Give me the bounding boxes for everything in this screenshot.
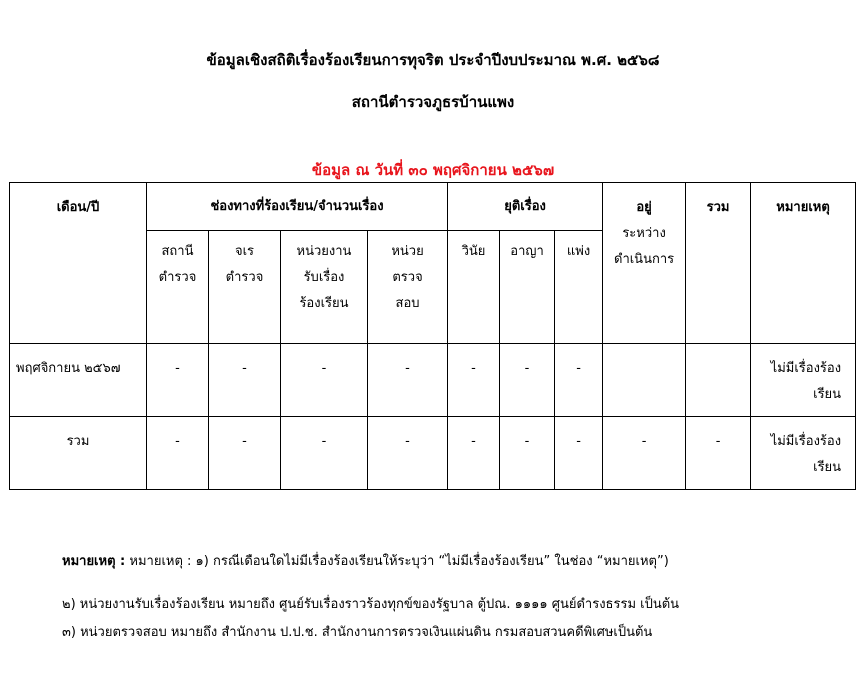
cell-total-value: - (686, 417, 751, 490)
remarks-line: ไม่มีเรื่องร้อง (770, 434, 842, 449)
cell-channel-value: - (281, 344, 368, 417)
table-row (10, 344, 856, 417)
header-in-progress-line: อยู่ (636, 200, 652, 215)
complaint-statistics-table (9, 182, 856, 490)
cell-channel-value: - (147, 417, 209, 490)
header-resolved-group: ยุติเรื่อง (448, 183, 603, 231)
cell-channel-value: - (368, 344, 448, 417)
cell-month: พฤศจิกายน ๒๕๖๗ (10, 344, 147, 417)
header-channel-audit-agency (368, 231, 448, 344)
notes-label: หมายเหตุ : (62, 554, 126, 569)
cell-remarks (751, 344, 856, 417)
header-in-progress-line: ระหว่าง (622, 226, 666, 241)
header-month: เดือน/ปี (10, 183, 147, 344)
cell-total-value (686, 344, 751, 417)
cell-channel-value: - (147, 344, 209, 417)
header-line: รับเรื่อง (303, 270, 345, 285)
header-channel-police-station (147, 231, 209, 344)
cell-channel-value: - (281, 417, 368, 490)
header-resolved-criminal: อาญา (500, 231, 555, 344)
cell-resolved-value: - (500, 344, 555, 417)
header-total: รวม (686, 183, 751, 344)
header-resolved-discipline: วินัย (448, 231, 500, 344)
cell-channel-value: - (209, 417, 281, 490)
cell-in-progress-value (603, 344, 686, 417)
cell-resolved-value: - (448, 417, 500, 490)
cell-in-progress-value: - (603, 417, 686, 490)
header-line: จเร (234, 244, 255, 259)
header-line: ตำรวจ (225, 270, 264, 285)
document-title: ข้อมูลเชิงสถิติเรื่องร้องเรียนการทุจริต ประจำปีงบประมาณ พ.ศ. ๒๕๖๘ (206, 51, 660, 69)
header-remarks: หมายเหตุ (751, 183, 856, 344)
header-in-progress-line: ดำเนินการ (614, 252, 675, 267)
header-channel-complaint-agency (281, 231, 368, 344)
note-line-3: ๓) หน่วยตรวจสอบ หมายถึง สำนักงาน ป.ป.ช. สำนักงานการตรวจเงินแผ่นดิน กรมสอบสวนคดีพิเศษเป็นต้น (62, 625, 653, 640)
header-resolved-civil: แพ่ง (555, 231, 603, 344)
remarks-line: ไม่มีเรื่องร้อง (770, 361, 842, 376)
cell-resolved-value: - (555, 417, 603, 490)
table-header-row (10, 183, 856, 231)
header-line: ร้องเรียน (299, 296, 349, 311)
note-line-1 (62, 550, 669, 571)
header-line: สอบ (395, 296, 420, 311)
header-line: ตรวจ (392, 270, 423, 285)
cell-resolved-value: - (500, 417, 555, 490)
note-line-2: ๒) หน่วยงานรับเรื่องร้องเรียน หมายถึง ศูนย์รับเรื่องราวร้องทุกข์ของรัฐบาล ตู้ปณ. ๑๑๑๑ ศูนย์ดำรงธรรม เป็นต้น (62, 597, 680, 612)
cell-resolved-value: - (448, 344, 500, 417)
station-name: สถานีตำรวจภูธรบ้านแพง (351, 93, 515, 111)
header-line: สถานี (161, 244, 194, 259)
cell-channel-value: - (368, 417, 448, 490)
header-channel-police-inspector (209, 231, 281, 344)
header-channels-group: ช่องทางที่ร้องเรียน/จำนวนเรื่อง (147, 183, 448, 231)
header-in-progress (603, 183, 686, 344)
remarks-line: เรียน (813, 460, 842, 475)
cell-resolved-value: - (555, 344, 603, 417)
notes-text: หมายเหตุ : ๑) กรณีเดือนใดไม่มีเรื่องร้องเรียนให้ระบุว่า “ไม่มีเรื่องร้องเรียน” ในช่อง “หมายเหตุ”) (129, 554, 669, 569)
remarks-line: เรียน (813, 387, 842, 402)
cell-month: รวม (10, 417, 147, 490)
header-line: หน่วย (391, 244, 424, 259)
cell-channel-value: - (209, 344, 281, 417)
table-row (10, 417, 856, 490)
data-as-of-date: ข้อมูล ณ วันที่ ๓๐ พฤศจิกายน ๒๕๖๗ (311, 161, 555, 179)
header-line: ตำรวจ (158, 270, 197, 285)
cell-remarks (751, 417, 856, 490)
header-line: หน่วยงาน (296, 244, 352, 259)
